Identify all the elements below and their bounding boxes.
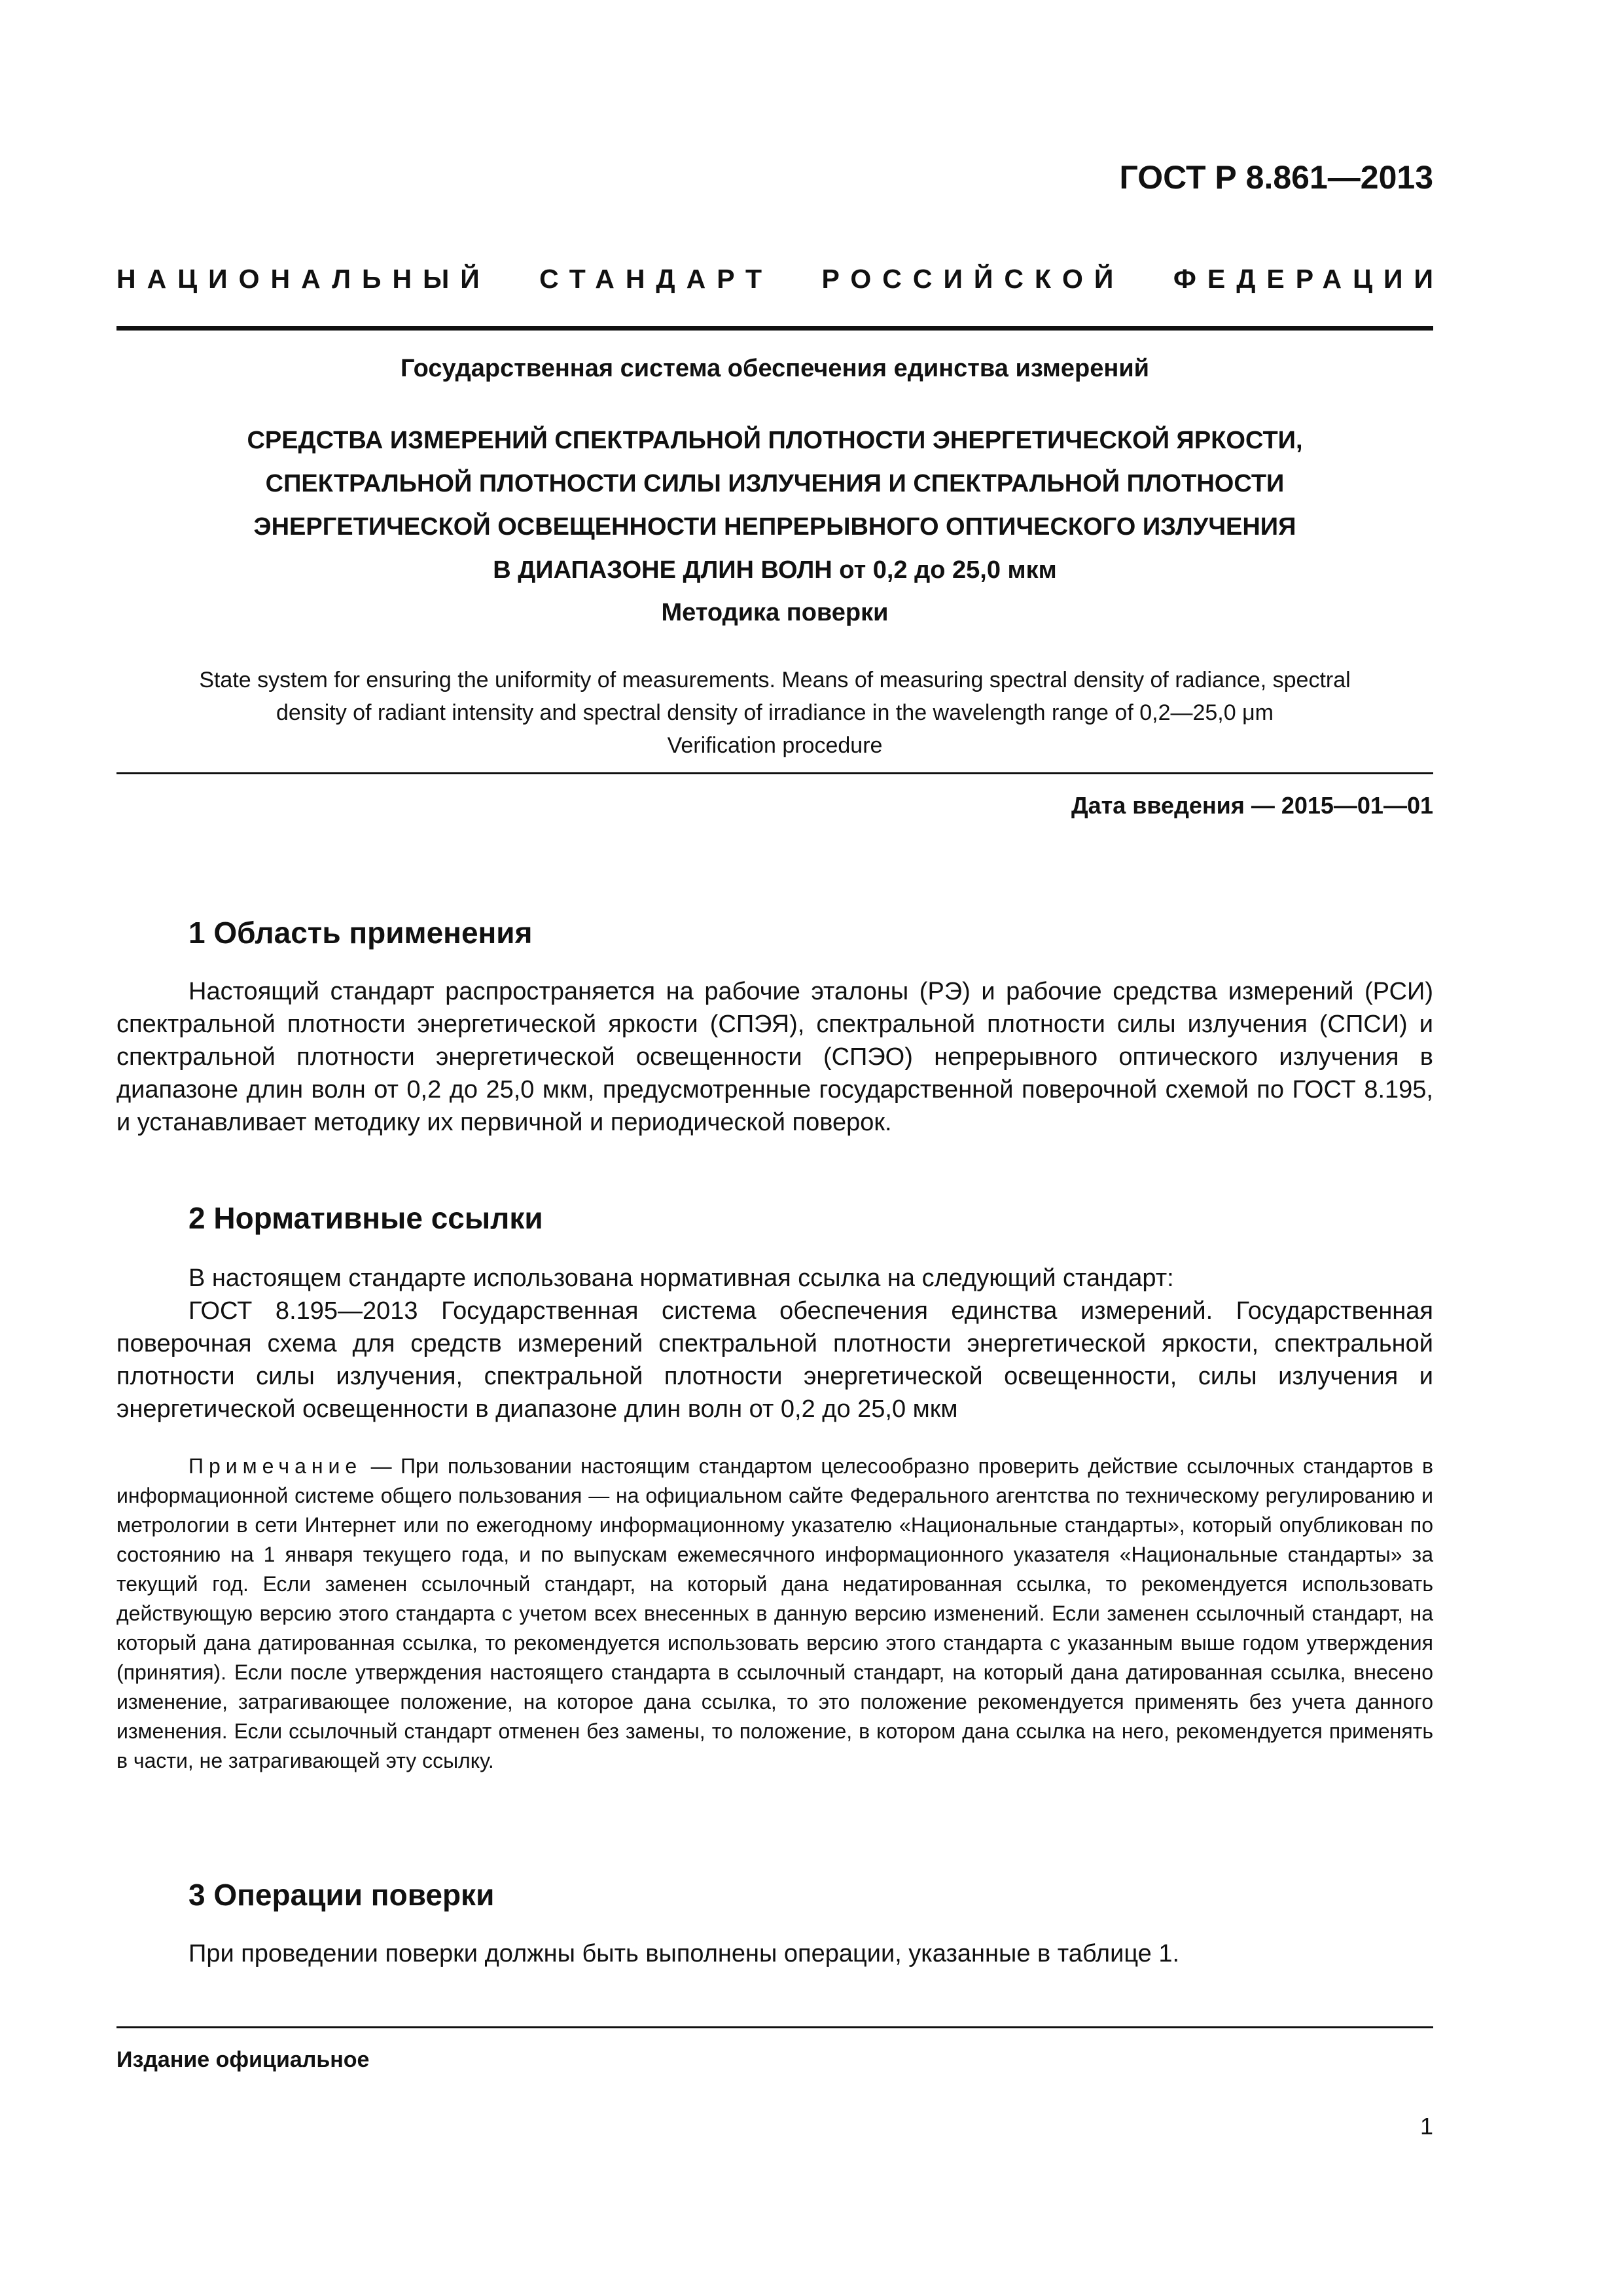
title-line: В ДИАПАЗОНЕ ДЛИН ВОЛН от 0,2 до 25,0 мкм: [493, 556, 1057, 584]
page-number: 1: [1419, 2113, 1433, 2140]
title-line: ЭНЕРГЕТИЧЕСКОЙ ОСВЕЩЕННОСТИ НЕПРЕРЫВНОГО ОПТИЧЕСКОГО ИЗЛУЧЕНИЯ: [253, 513, 1296, 541]
standard-code: ГОСТ Р 8.861—2013: [1119, 159, 1433, 196]
english-title-line: density of radiant intensity and spectral density of irradiance in the wavelength range of 0,2—25,0 μm: [276, 700, 1274, 725]
official-edition-label: Издание официальное: [116, 2047, 370, 2072]
section-2-note: [116, 1452, 1433, 1776]
english-title-line: State system for ensuring the uniformity of measurements. Means of measuring spectral density of radiance, spectral: [199, 668, 1351, 692]
english-title: [116, 664, 1433, 762]
title-divider-rule: [116, 772, 1433, 774]
english-title-line: Verification procedure: [667, 733, 883, 758]
footer-rule: [116, 2026, 1433, 2028]
banner-word: НАЦИОНАЛЬНЫЙ: [116, 264, 491, 294]
section-3-heading: 3 Операции поверки: [188, 1878, 495, 1912]
national-standard-banner: [116, 264, 1444, 295]
banner-word: РОССИЙСКОЙ: [821, 264, 1125, 294]
introduction-date: Дата введения — 2015—01—01: [1071, 792, 1433, 819]
section-1-heading: 1 Область применения: [188, 916, 533, 950]
section-2-paragraph: В настоящем стандарте использована нормативная ссылка на следующий стандарт:: [188, 1265, 1174, 1292]
note-text: — При пользовании настоящим стандартом целесообразно проверить действие ссылочных стандартов в информационной системе общего пользования — на официальном сайте Федерального агентства по техническому регулированию и метрологии в сети Интернет или по ежегодному информационному указателю «Национальные стандарты», который опубликован по состоянию на 1 января текущего года, и по выпускам ежемесячного информационного указателя «Национальные стандарты» за текущий год. Если заменен ссылочный стандарт, на который дана недатированная ссылка, то рекомендуется использовать действующую версию этого стандарта с учетом всех внесенных в данную версию изменений. Если заменен ссылочный стандарт, на который дана датированная ссылка, то рекомендуется использовать версию этого стандарта с указанным выше годом утверждения (принятия). Если после утверждения настоящего стандарта в ссылочный стандарт, на который дана датированная ссылка, внесено изменение, затрагивающее положение, на которое дана ссылка, то это положение рекомендуется применять без учета данного изменения. Если ссылочный стандарт отменен без замены, то положение, в котором дана ссылка на него, рекомендуется применять в части, не затрагивающей эту ссылку.: [116, 1454, 1433, 1772]
system-name: Государственная система обеспечения единства измерений: [400, 355, 1150, 382]
banner-word: ФЕДЕРАЦИИ: [1173, 264, 1444, 294]
banner-word: СТАНДАРТ: [539, 264, 774, 294]
title-line: СПЕКТРАЛЬНОЙ ПЛОТНОСТИ СИЛЫ ИЗЛУЧЕНИЯ И СПЕКТРАЛЬНОЙ ПЛОТНОСТИ: [265, 470, 1285, 497]
document-title: [116, 419, 1433, 592]
document-subtitle: Методика поверки: [661, 599, 889, 626]
header-thick-rule: [116, 326, 1433, 331]
section-2-reference: ГОСТ 8.195—2013 Государственная система обеспечения единства измерений. Государственная поверочная схема для средств измерений спектральной плотности энергетической яркости, спектральной плотности силы излучения, спектральной плотности энергетической освещенности, силы излучения и энергетической освещенности в диапазоне длин волн от 0,2 до 25,0 мкм: [116, 1297, 1433, 1423]
section-3-paragraph: При проведении поверки должны быть выполнены операции, указанные в таблице 1.: [188, 1940, 1180, 1967]
title-line: СРЕДСТВА ИЗМЕРЕНИЙ СПЕКТРАЛЬНОЙ ПЛОТНОСТИ ЭНЕРГЕТИЧЕСКОЙ ЯРКОСТИ,: [247, 427, 1303, 454]
note-label: Примечание: [188, 1454, 363, 1478]
section-1-paragraph: Настоящий стандарт распространяется на рабочие эталоны (РЭ) и рабочие средства измерений (РСИ) спектральной плотности энергетической яркости (СПЭЯ), спектральной плотности силы излучения (СПСИ) и спектральной плотности энергетической освещенности (СПЭО) непрерывного оптического излучения в диапазоне длин волн от 0,2 до 25,0 мкм, предусмотренные государственной поверочной схемой по ГОСТ 8.195, и устанавливает методику их первичной и периодической поверок.: [116, 978, 1433, 1136]
section-2-heading: 2 Нормативные ссылки: [188, 1201, 543, 1235]
